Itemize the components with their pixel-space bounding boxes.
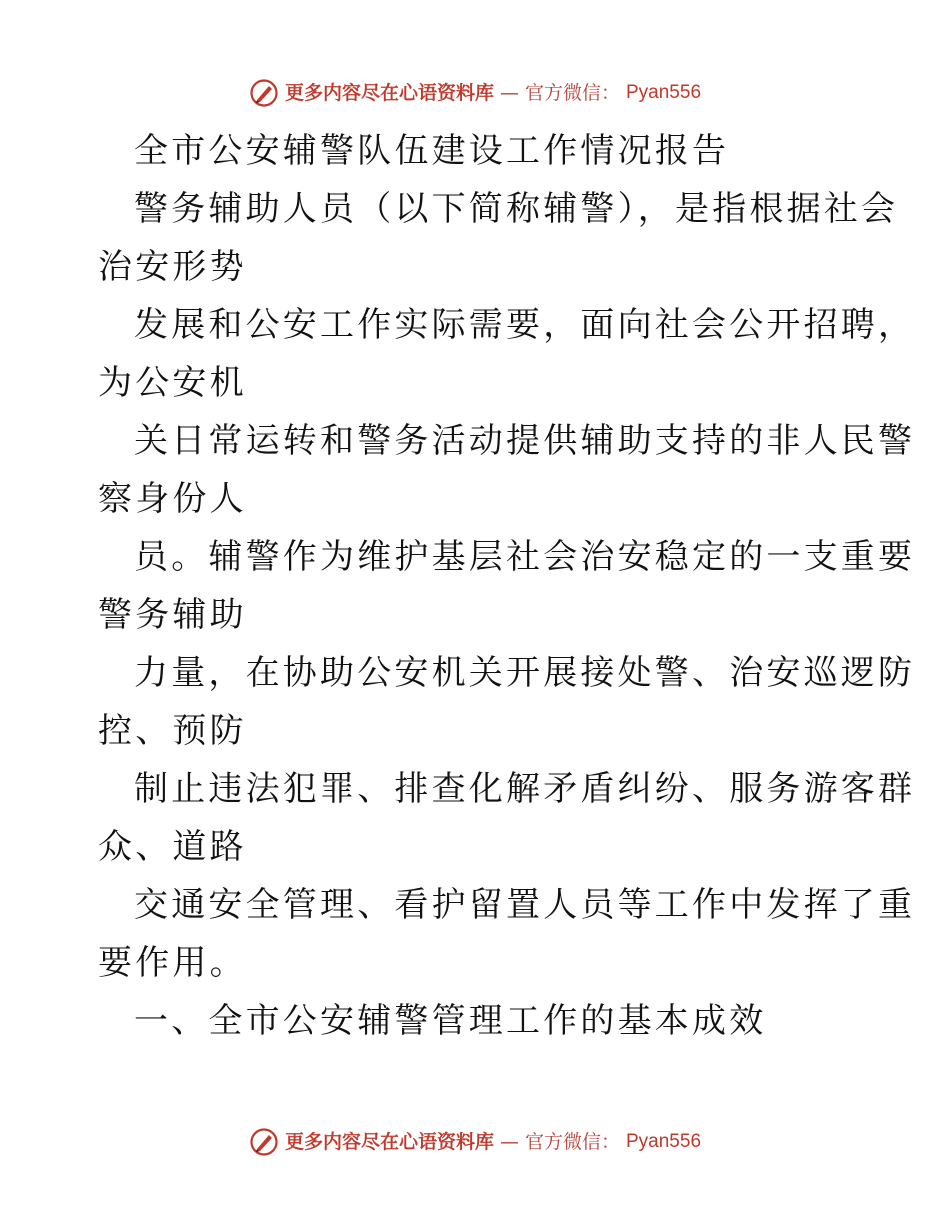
pen-logo-icon xyxy=(249,1127,279,1157)
footer-watermark xyxy=(0,1127,950,1157)
text-line: 力量，在协助公安机关开展接处警、治安巡逻防 xyxy=(134,653,916,693)
text-line: 控、预防 xyxy=(98,711,247,751)
text-line: 众、道路 xyxy=(98,827,247,867)
text-line: 警务辅助人员（以下简称辅警），是指根据社会 xyxy=(134,189,899,229)
watermark-separator: — xyxy=(499,82,519,104)
text-line: 警务辅助 xyxy=(98,595,247,635)
text-line: 制止违法犯罪、排查化解矛盾纠纷、服务游客群 xyxy=(134,769,916,809)
watermark-wechat-id: Pyan556 xyxy=(626,1131,702,1152)
document-body xyxy=(98,122,916,1050)
watermark-main-text: 更多内容尽在心语资料库 xyxy=(284,1131,494,1153)
text-line: 治安形势 xyxy=(98,247,247,287)
watermark-wechat-id: Pyan556 xyxy=(626,82,702,103)
document-title: 全市公安辅警队伍建设工作情况报告 xyxy=(134,131,730,171)
text-line: 要作用。 xyxy=(98,943,247,983)
text-line: 发展和公安工作实际需要，面向社会公开招聘， xyxy=(134,305,916,345)
text-line: 关日常运转和警务活动提供辅助支持的非人民警 xyxy=(134,421,916,461)
header-watermark xyxy=(0,78,950,108)
section-heading: 一、全市公安辅警管理工作的基本成效 xyxy=(134,1001,767,1041)
watermark-main-text: 更多内容尽在心语资料库 xyxy=(284,82,494,104)
text-line: 交通安全管理、看护留置人员等工作中发挥了重 xyxy=(134,885,916,925)
pen-logo-icon xyxy=(249,78,279,108)
text-line: 为公安机 xyxy=(98,363,247,403)
text-line: 察身份人 xyxy=(98,479,247,519)
watermark-wechat-label: 官方微信： xyxy=(524,82,620,104)
text-line: 员。辅警作为维护基层社会治安稳定的一支重要 xyxy=(134,537,916,577)
watermark-wechat-label: 官方微信： xyxy=(524,1131,620,1153)
watermark-separator: — xyxy=(499,1131,519,1153)
